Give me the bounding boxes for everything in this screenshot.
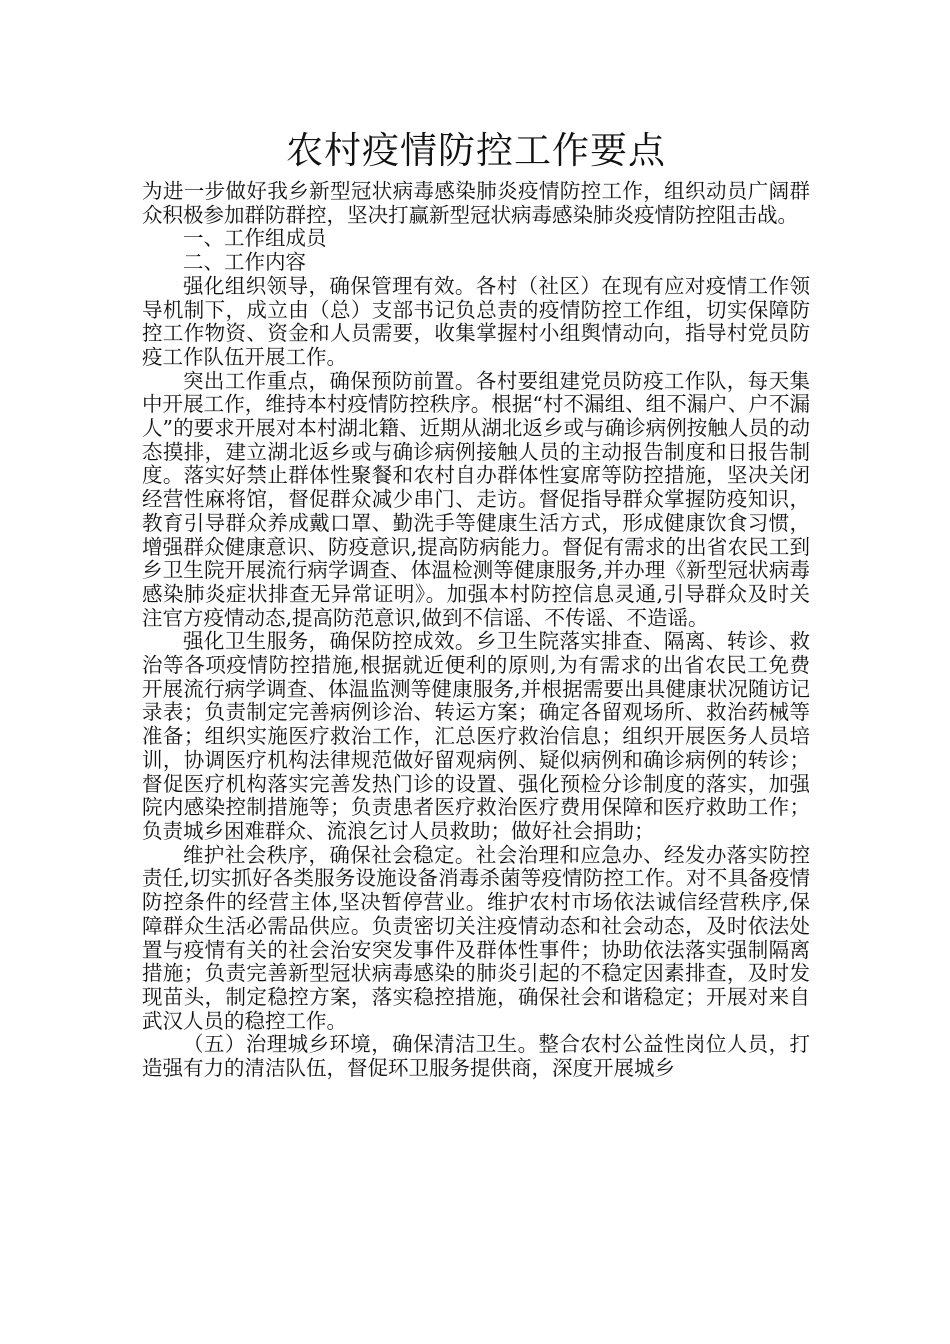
paragraph-prevention: 突出工作重点，确保预防前置。各村要组建党员防疫工作队，每天集中开展工作，维持本村疫情防控秩序。根据“村不漏组、组不漏户、户不漏人”的要求开展对本村湖北籍、近期从湖北返乡或与确诊病例按触人员的动态摸排，建立湖北返乡或与确诊病例接触人员的主动报告制度和日报告制度。落实好禁止群体性聚餐和农村自办群体性宴席等防控措施，坚决关闭经营性麻将馆，督促群众减少串门、走访。督促指导群众掌握防疫知识，教育引导群众养成戴口罩、勤洗手等健康生活方式，形成健康饮食习惯，增强群众健康意识、防疫意识,提高防病能力。督促有需求的出省农民工到乡卫生院开展流行病学调查、体温检测等健康服务,并办理《新型冠状病毒感染肺炎症状排查无异常证明》。加强本村防控信息灵通,引导群众及时关注官方疫情动态,提高防范意识,做到不信谣、不传谣、不造谣。	[142, 368, 810, 630]
section-heading-members: 一、工作组成员	[183, 226, 327, 251]
paragraph-social-order: 维护社会秩序，确保社会稳定。社会治理和应急办、经发办落实防控责任,切实抓好各类服务设施设备消毒杀菌等疫情防控工作。对不具备疫情防控条件的经营主体,坚决暂停营业。维护农村市场依法诚信经营秩序,保障群众生活必需品供应。负责密切关注疫情动态和社会动态，及时依法处置与疫情有关的社会治安突发事件及群体性事件；协助依法落实强制隔离措施；负责完善新型冠状病毒感染的肺炎引起的不稳定因素排查，及时发现苗头，制定稳控方案，落实稳控措施，确保社会和谐稳定；开展对来自武汉人员的稳控工作。	[142, 842, 810, 1033]
section-heading-content: 二、工作内容	[183, 250, 306, 275]
document-title: 农村疫情防控工作要点	[286, 129, 666, 172]
paragraph-organization: 强化组织领导，确保管理有效。各村（社区）在现有应对疫情工作领导机制下，成立由（总）支部书记负总责的疫情防控工作组，切实保障防控工作物资、资金和人员需要，收集掌握村小组舆情动向，指导村党员防疫工作队伍开展工作。	[142, 273, 810, 369]
paragraph-environment: （五）治理城乡环境，确保清洁卫生。整合农村公益性岗位人员，打造强有力的清洁队伍，督促环卫服务提供商，深度开展城乡	[142, 1032, 810, 1081]
document-page	[142, 126, 810, 1081]
paragraph-health-service: 强化卫生服务，确保防控成效。乡卫生院落实排查、隔离、转诊、救治等各项疫情防控措施,根据就近便利的原则,为有需求的出省农民工免费开展流行病学调查、体温监测等健康服务,并根据需要出具健康状况随访记录表；负责制定完善病例诊治、转运方案；确定各留观场所、救治药械等准备；组织实施医疗救治工作，汇总医疗救治信息；组织开展医务人员培训，协调医疗机构法律规范做好留观病例、疑似病例和确诊病例的转诊；督促医疗机构落实完善发热门诊的设置、强化预检分诊制度的落实，加强院内感染控制措施等；负责患者医疗救治医疗费用保障和医疗救助工作；负责城乡困难群众、流浪乞讨人员救助；做好社会捐助；	[142, 629, 810, 843]
intro-paragraph: 为进一步做好我乡新型冠状病毒感染肺炎疫情防控工作，组织动员广阔群众积极参加群防群控，坚决打赢新型冠状病毒感染肺炎疫情防控阻击战。	[142, 179, 810, 227]
